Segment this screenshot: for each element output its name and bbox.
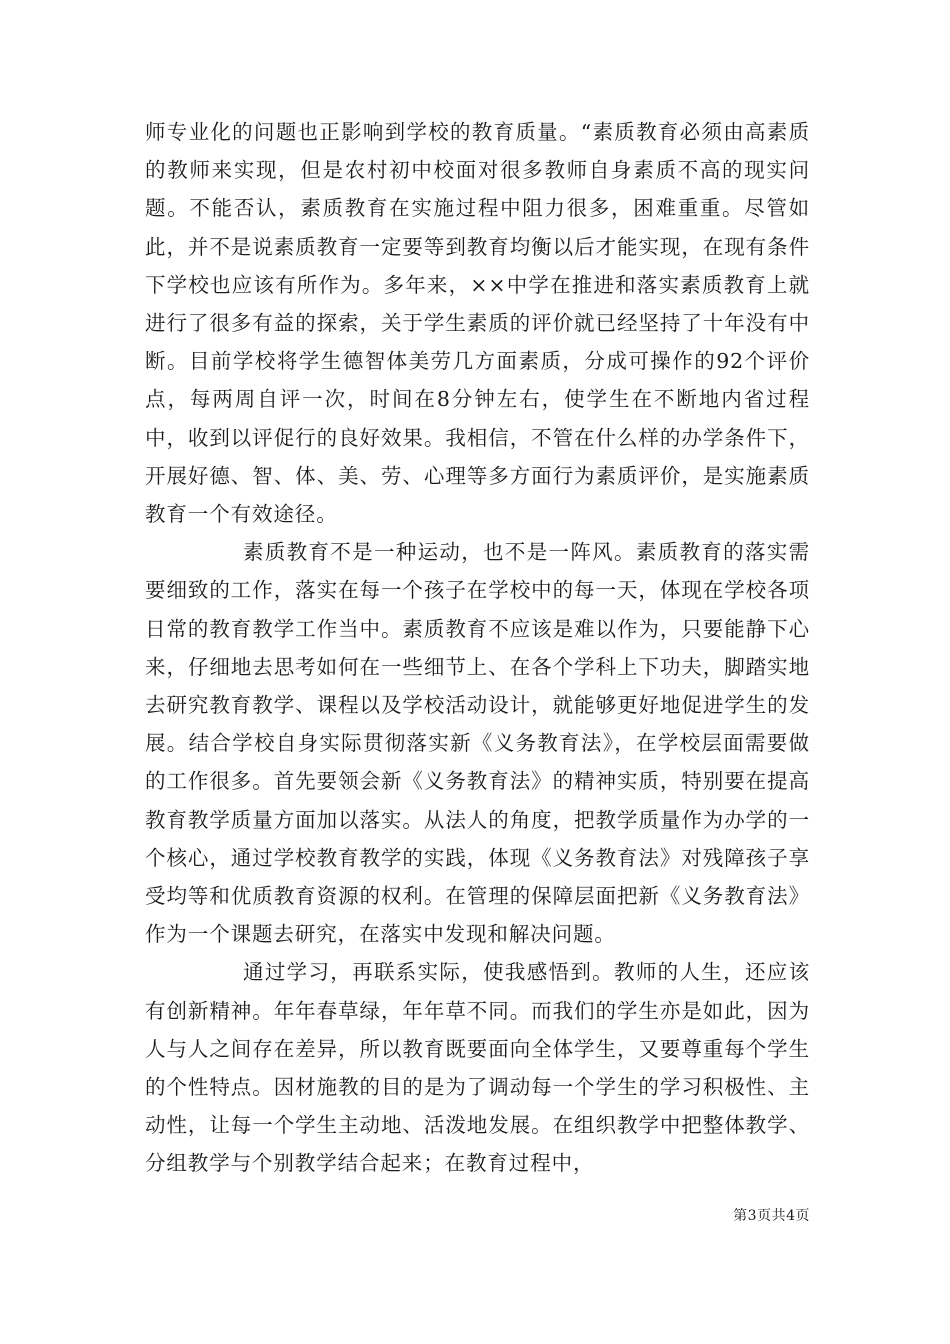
paragraph-3: 通过学习，再联系实际，使我感悟到。教师的人生，还应该有创新精神。年年春草绿，年年草不同。而我们的学生亦是如此，因为人与人之间存在差异，所以教育既要面向全体学生，又要尊重每个学生的个性特点。因材施教的目的是为了调动每一个学生的学习积极性、主动性，让每一个学生主动地、活泼地发展。在组织教学中把整体教学、分组教学与个别教学结合起来；在教育过程中， bbox=[145, 960, 810, 1176]
page-footer: 第3页共4页 bbox=[733, 1208, 810, 1224]
document-body bbox=[145, 113, 810, 1183]
paragraph-2: 素质教育不是一种运动，也不是一阵风。素质教育的落实需要细致的工作，落实在每一个孩子在学校中的每一天，体现在学校各项日常的教育教学工作当中。素质教育不应该是难以作为，只要能静下心来，仔细地去思考如何在一些细节上、在各个学科上下功夫，脚踏实地去研究教育教学、课程以及学校活动设计，就能够更好地促进学生的发展。结合学校自身实际贯彻落实新《义务教育法》，在学校层面需要做的工作很多。首先要领会新《义务教育法》的精神实质，特别要在提高教育教学质量方面加以落实。从法人的角度，把教学质量作为办学的一个核心，通过学校教育教学的实践，体现《义务教育法》对残障孩子享受均等和优质教育资源的权利。在管理的保障层面把新《义务教育法》作为一个课题去研究，在落实中发现和解决问题。 bbox=[145, 540, 810, 947]
paragraph-1: 师专业化的问题也正影响到学校的教育质量。“素质教育必须由高素质的教师来实现，但是农村初中校面对很多教师自身素质不高的现实问题。不能否认，素质教育在实施过程中阻力很多，困难重重。尽管如此，并不是说素质教育一定要等到教育均衡以后才能实现，在现有条件下学校也应该有所作为。多年来，××中学在推进和落实素质教育上就进行了很多有益的探索，关于学生素质的评价就已经坚持了十年没有中断。目前学校将学生德智体美劳几方面素质，分成可操作的92个评价点，每两周自评一次，时间在8分钟左右，使学生在不断地内省过程中，收到以评促行的良好效果。我相信，不管在什么样的办学条件下，开展好德、智、体、美、劳、心理等多方面行为素质评价，是实施素质教育一个有效途径。 bbox=[145, 120, 810, 527]
